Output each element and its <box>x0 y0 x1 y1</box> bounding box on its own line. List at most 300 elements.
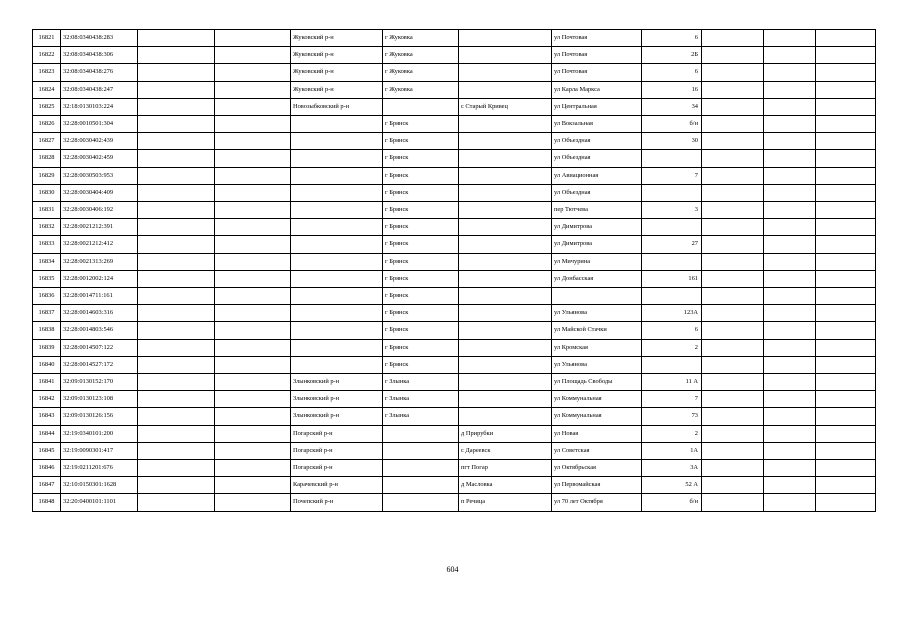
district-cell: Злынковский р-н <box>291 408 383 425</box>
empty-cell <box>702 253 764 270</box>
town-cell: г Брянск <box>383 219 459 236</box>
house-number-cell <box>642 219 702 236</box>
empty-cell <box>702 184 764 201</box>
house-number-cell <box>642 253 702 270</box>
house-number-cell: 123А <box>642 305 702 322</box>
cadastral-number-cell: 32:09:0130152:170 <box>61 374 138 391</box>
cadastral-number-cell: 32:08:0340438:276 <box>61 64 138 81</box>
row-number-cell: 16834 <box>33 253 61 270</box>
table-row <box>33 167 876 184</box>
empty-cell <box>138 408 215 425</box>
house-number-cell: 2 <box>642 339 702 356</box>
settlement-cell <box>459 184 552 201</box>
empty-cell <box>816 64 876 81</box>
town-cell: г Жуковка <box>383 30 459 47</box>
empty-cell <box>764 305 816 322</box>
town-cell: г Брянск <box>383 150 459 167</box>
district-cell <box>291 270 383 287</box>
town-cell: г Брянск <box>383 167 459 184</box>
empty-cell <box>215 270 291 287</box>
street-cell: ул Донбасская <box>552 270 642 287</box>
empty-cell <box>816 322 876 339</box>
house-number-cell: 6 <box>642 30 702 47</box>
empty-cell <box>816 81 876 98</box>
row-number-cell: 16826 <box>33 116 61 133</box>
cadastral-number-cell: 32:28:0030402:459 <box>61 150 138 167</box>
empty-cell <box>138 477 215 494</box>
district-cell: Жуковский р-н <box>291 64 383 81</box>
street-cell: ул Первомайская <box>552 477 642 494</box>
empty-cell <box>764 408 816 425</box>
row-number-cell: 16835 <box>33 270 61 287</box>
empty-cell <box>702 167 764 184</box>
empty-cell <box>764 47 816 64</box>
cadastral-number-cell: 32:28:0010501:304 <box>61 116 138 133</box>
empty-cell <box>138 98 215 115</box>
empty-cell <box>764 30 816 47</box>
table-row <box>33 116 876 133</box>
district-cell <box>291 202 383 219</box>
empty-cell <box>816 116 876 133</box>
row-number-cell: 16831 <box>33 202 61 219</box>
district-cell: Злынковский р-н <box>291 374 383 391</box>
settlement-cell: д Прирубки <box>459 425 552 442</box>
table-row <box>33 374 876 391</box>
town-cell: г Брянск <box>383 356 459 373</box>
empty-cell <box>764 442 816 459</box>
empty-cell <box>764 236 816 253</box>
empty-cell <box>702 494 764 511</box>
table-row <box>33 236 876 253</box>
settlement-cell: п Речица <box>459 494 552 511</box>
empty-cell <box>138 460 215 477</box>
house-number-cell: 30 <box>642 133 702 150</box>
district-cell <box>291 167 383 184</box>
settlement-cell <box>459 322 552 339</box>
street-cell: ул Центральная <box>552 98 642 115</box>
settlement-cell <box>459 202 552 219</box>
town-cell <box>383 98 459 115</box>
empty-cell <box>702 374 764 391</box>
town-cell: г Жуковка <box>383 47 459 64</box>
empty-cell <box>702 425 764 442</box>
cadastral-number-cell: 32:10:0150301:1628 <box>61 477 138 494</box>
cadastral-number-cell: 32:18:0130103:224 <box>61 98 138 115</box>
table-row <box>33 98 876 115</box>
row-number-cell: 16823 <box>33 64 61 81</box>
street-cell: ул 70 лет Октября <box>552 494 642 511</box>
empty-cell <box>816 374 876 391</box>
town-cell: г Злынка <box>383 408 459 425</box>
empty-cell <box>138 133 215 150</box>
empty-cell <box>138 167 215 184</box>
house-number-cell <box>642 288 702 305</box>
street-cell: ул Коммунальная <box>552 391 642 408</box>
empty-cell <box>702 442 764 459</box>
empty-cell <box>816 305 876 322</box>
empty-cell <box>215 202 291 219</box>
empty-cell <box>215 339 291 356</box>
house-number-cell: 34 <box>642 98 702 115</box>
town-cell: г Брянск <box>383 322 459 339</box>
empty-cell <box>702 133 764 150</box>
row-number-cell: 16830 <box>33 184 61 201</box>
settlement-cell <box>459 30 552 47</box>
street-cell: ул Вокзальная <box>552 116 642 133</box>
district-cell <box>291 305 383 322</box>
empty-cell <box>702 288 764 305</box>
empty-cell <box>764 64 816 81</box>
cadastral-number-cell: 32:28:0014803:546 <box>61 322 138 339</box>
empty-cell <box>215 236 291 253</box>
row-number-cell: 16841 <box>33 374 61 391</box>
district-cell: Почепский р-н <box>291 494 383 511</box>
registry-table <box>32 29 876 512</box>
street-cell: ул Майской Стачки <box>552 322 642 339</box>
empty-cell <box>816 184 876 201</box>
empty-cell <box>215 460 291 477</box>
empty-cell <box>764 356 816 373</box>
empty-cell <box>138 116 215 133</box>
empty-cell <box>215 356 291 373</box>
town-cell: г Брянск <box>383 253 459 270</box>
empty-cell <box>764 374 816 391</box>
town-cell: г Брянск <box>383 305 459 322</box>
empty-cell <box>215 494 291 511</box>
district-cell <box>291 288 383 305</box>
empty-cell <box>702 477 764 494</box>
empty-cell <box>138 425 215 442</box>
empty-cell <box>764 339 816 356</box>
district-cell: Новозыбковский р-н <box>291 98 383 115</box>
district-cell <box>291 133 383 150</box>
empty-cell <box>138 374 215 391</box>
town-cell <box>383 460 459 477</box>
empty-cell <box>816 98 876 115</box>
settlement-cell: с Дареевск <box>459 442 552 459</box>
empty-cell <box>764 322 816 339</box>
empty-cell <box>215 64 291 81</box>
row-number-cell: 16844 <box>33 425 61 442</box>
empty-cell <box>215 442 291 459</box>
empty-cell <box>764 133 816 150</box>
district-cell <box>291 253 383 270</box>
empty-cell <box>215 133 291 150</box>
street-cell: ул Кромская <box>552 339 642 356</box>
settlement-cell <box>459 167 552 184</box>
house-number-cell: 2Б <box>642 47 702 64</box>
empty-cell <box>702 47 764 64</box>
town-cell: г Брянск <box>383 288 459 305</box>
empty-cell <box>138 288 215 305</box>
district-cell <box>291 150 383 167</box>
street-cell: ул Карла Маркса <box>552 81 642 98</box>
cadastral-number-cell: 32:28:0021313:269 <box>61 253 138 270</box>
table-row <box>33 442 876 459</box>
empty-cell <box>138 391 215 408</box>
cadastral-number-cell: 32:28:0014603:316 <box>61 305 138 322</box>
settlement-cell <box>459 305 552 322</box>
row-number-cell: 16825 <box>33 98 61 115</box>
registry-table-body <box>33 30 876 512</box>
cadastral-number-cell: 32:19:0211201:676 <box>61 460 138 477</box>
empty-cell <box>764 253 816 270</box>
district-cell <box>291 356 383 373</box>
empty-cell <box>138 356 215 373</box>
table-row <box>33 219 876 236</box>
district-cell <box>291 339 383 356</box>
town-cell: г Злынка <box>383 374 459 391</box>
street-cell: ул Димитрова <box>552 219 642 236</box>
row-number-cell: 16847 <box>33 477 61 494</box>
empty-cell <box>816 494 876 511</box>
empty-cell <box>215 408 291 425</box>
empty-cell <box>215 305 291 322</box>
street-cell: ул Почтовая <box>552 47 642 64</box>
settlement-cell <box>459 391 552 408</box>
empty-cell <box>215 374 291 391</box>
street-cell <box>552 288 642 305</box>
empty-cell <box>816 47 876 64</box>
settlement-cell: с Старый Кривец <box>459 98 552 115</box>
street-cell: ул Октябрьская <box>552 460 642 477</box>
empty-cell <box>702 270 764 287</box>
table-row <box>33 184 876 201</box>
empty-cell <box>702 81 764 98</box>
table-row <box>33 133 876 150</box>
empty-cell <box>702 322 764 339</box>
settlement-cell: д Масловка <box>459 477 552 494</box>
empty-cell <box>138 219 215 236</box>
district-cell <box>291 116 383 133</box>
settlement-cell <box>459 339 552 356</box>
empty-cell <box>702 98 764 115</box>
table-row <box>33 305 876 322</box>
house-number-cell: б/н <box>642 494 702 511</box>
empty-cell <box>816 425 876 442</box>
street-cell: ул Площадь Свободы <box>552 374 642 391</box>
empty-cell <box>215 116 291 133</box>
house-number-cell <box>642 184 702 201</box>
empty-cell <box>764 116 816 133</box>
street-cell: ул Мичурина <box>552 253 642 270</box>
table-row <box>33 270 876 287</box>
table-row <box>33 288 876 305</box>
cadastral-number-cell: 32:28:0030406:192 <box>61 202 138 219</box>
settlement-cell <box>459 356 552 373</box>
empty-cell <box>702 391 764 408</box>
cadastral-number-cell: 32:28:0030404:409 <box>61 184 138 201</box>
row-number-cell: 16828 <box>33 150 61 167</box>
empty-cell <box>215 47 291 64</box>
empty-cell <box>764 81 816 98</box>
street-cell: пер Тютчева <box>552 202 642 219</box>
settlement-cell <box>459 47 552 64</box>
empty-cell <box>764 288 816 305</box>
cadastral-number-cell: 32:08:0340438:247 <box>61 81 138 98</box>
empty-cell <box>215 425 291 442</box>
empty-cell <box>702 202 764 219</box>
house-number-cell: 11 А <box>642 374 702 391</box>
town-cell: г Брянск <box>383 270 459 287</box>
empty-cell <box>764 391 816 408</box>
empty-cell <box>138 81 215 98</box>
table-row <box>33 253 876 270</box>
row-number-cell: 16821 <box>33 30 61 47</box>
empty-cell <box>764 477 816 494</box>
district-cell: Жуковский р-н <box>291 81 383 98</box>
row-number-cell: 16838 <box>33 322 61 339</box>
row-number-cell: 16833 <box>33 236 61 253</box>
district-cell <box>291 184 383 201</box>
empty-cell <box>816 442 876 459</box>
settlement-cell <box>459 219 552 236</box>
town-cell: г Жуковка <box>383 64 459 81</box>
row-number-cell: 16824 <box>33 81 61 98</box>
table-row <box>33 202 876 219</box>
empty-cell <box>764 460 816 477</box>
house-number-cell: 52 А <box>642 477 702 494</box>
table-row <box>33 356 876 373</box>
street-cell: ул Объездная <box>552 184 642 201</box>
empty-cell <box>764 219 816 236</box>
cadastral-number-cell: 32:09:0130123:108 <box>61 391 138 408</box>
cadastral-number-cell: 32:28:0021212:412 <box>61 236 138 253</box>
row-number-cell: 16840 <box>33 356 61 373</box>
row-number-cell: 16848 <box>33 494 61 511</box>
empty-cell <box>215 81 291 98</box>
town-cell <box>383 477 459 494</box>
settlement-cell <box>459 116 552 133</box>
empty-cell <box>215 288 291 305</box>
row-number-cell: 16842 <box>33 391 61 408</box>
empty-cell <box>816 477 876 494</box>
house-number-cell: 73 <box>642 408 702 425</box>
cadastral-number-cell: 32:28:0014711:161 <box>61 288 138 305</box>
empty-cell <box>816 202 876 219</box>
table-row <box>33 30 876 47</box>
empty-cell <box>764 494 816 511</box>
cadastral-number-cell: 32:28:0030402:439 <box>61 133 138 150</box>
table-row <box>33 322 876 339</box>
empty-cell <box>138 202 215 219</box>
house-number-cell: б/н <box>642 116 702 133</box>
house-number-cell <box>642 150 702 167</box>
district-cell: Погарский р-н <box>291 425 383 442</box>
empty-cell <box>702 460 764 477</box>
settlement-cell <box>459 81 552 98</box>
street-cell: ул Ульянова <box>552 305 642 322</box>
settlement-cell <box>459 288 552 305</box>
district-cell: Карачевский р-н <box>291 477 383 494</box>
empty-cell <box>138 47 215 64</box>
row-number-cell: 16837 <box>33 305 61 322</box>
street-cell: ул Объездная <box>552 150 642 167</box>
empty-cell <box>138 270 215 287</box>
empty-cell <box>816 236 876 253</box>
empty-cell <box>138 339 215 356</box>
cadastral-number-cell: 32:08:0340438:306 <box>61 47 138 64</box>
house-number-cell: 1А <box>642 442 702 459</box>
empty-cell <box>215 477 291 494</box>
settlement-cell <box>459 64 552 81</box>
empty-cell <box>816 408 876 425</box>
empty-cell <box>138 64 215 81</box>
empty-cell <box>816 288 876 305</box>
table-row <box>33 391 876 408</box>
empty-cell <box>215 253 291 270</box>
town-cell: г Жуковка <box>383 81 459 98</box>
cadastral-number-cell: 32:08:0340438:283 <box>61 30 138 47</box>
empty-cell <box>816 167 876 184</box>
table-row <box>33 339 876 356</box>
table-row <box>33 81 876 98</box>
empty-cell <box>702 339 764 356</box>
row-number-cell: 16845 <box>33 442 61 459</box>
empty-cell <box>215 30 291 47</box>
settlement-cell <box>459 133 552 150</box>
cadastral-number-cell: 32:28:0021212:391 <box>61 219 138 236</box>
district-cell: Погарский р-н <box>291 460 383 477</box>
house-number-cell: 7 <box>642 167 702 184</box>
street-cell: ул Димитрова <box>552 236 642 253</box>
town-cell <box>383 494 459 511</box>
empty-cell <box>764 184 816 201</box>
street-cell: ул Почтовая <box>552 30 642 47</box>
empty-cell <box>215 322 291 339</box>
empty-cell <box>138 150 215 167</box>
cadastral-number-cell: 32:28:0014507:122 <box>61 339 138 356</box>
empty-cell <box>816 356 876 373</box>
row-number-cell: 16827 <box>33 133 61 150</box>
empty-cell <box>138 494 215 511</box>
settlement-cell <box>459 253 552 270</box>
empty-cell <box>764 270 816 287</box>
town-cell <box>383 442 459 459</box>
cadastral-number-cell: 32:28:0014527:172 <box>61 356 138 373</box>
settlement-cell <box>459 270 552 287</box>
row-number-cell: 16843 <box>33 408 61 425</box>
row-number-cell: 16822 <box>33 47 61 64</box>
row-number-cell: 16832 <box>33 219 61 236</box>
empty-cell <box>816 219 876 236</box>
empty-cell <box>215 150 291 167</box>
page-number: 604 <box>446 565 459 574</box>
empty-cell <box>702 305 764 322</box>
empty-cell <box>816 460 876 477</box>
house-number-cell: 3 <box>642 202 702 219</box>
empty-cell <box>764 425 816 442</box>
house-number-cell <box>642 356 702 373</box>
cadastral-number-cell: 32:28:0030503:953 <box>61 167 138 184</box>
street-cell: ул Советская <box>552 442 642 459</box>
empty-cell <box>764 167 816 184</box>
empty-cell <box>702 236 764 253</box>
street-cell: ул Авиационная <box>552 167 642 184</box>
empty-cell <box>764 202 816 219</box>
district-cell: Жуковский р-н <box>291 30 383 47</box>
row-number-cell: 16829 <box>33 167 61 184</box>
settlement-cell <box>459 236 552 253</box>
table-row <box>33 47 876 64</box>
house-number-cell: 6 <box>642 322 702 339</box>
town-cell: г Брянск <box>383 202 459 219</box>
cadastral-number-cell: 32:20:0400101:1101 <box>61 494 138 511</box>
row-number-cell: 16839 <box>33 339 61 356</box>
empty-cell <box>138 305 215 322</box>
empty-cell <box>764 98 816 115</box>
house-number-cell: 16 <box>642 81 702 98</box>
